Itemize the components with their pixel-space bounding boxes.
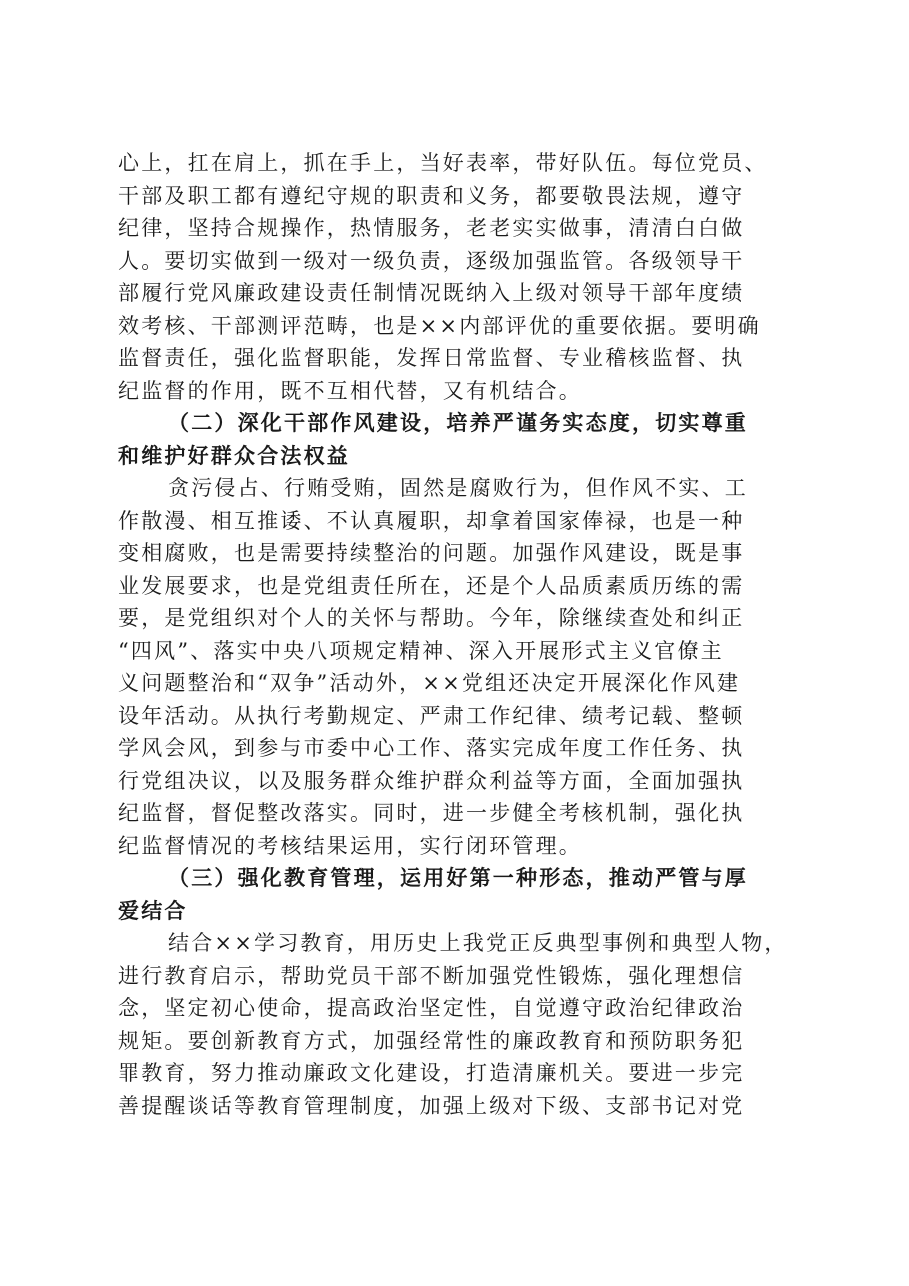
- paragraph-line: 义问题整治和“双争”活动外，××党组还决定开展深化作风建: [118, 671, 741, 695]
- paragraph-line: 设年活动。从执行考勤规定、严肃工作纪律、绩考记载、整顿: [118, 703, 745, 728]
- paragraph-line: 部履行党风廉政建设责任制情况既纳入上级对领导干部年度绩: [118, 281, 745, 305]
- paragraph-line: 罪教育，努力推动廉政文化建设，打造清廉机关。要进一步完: [118, 1061, 745, 1085]
- section-heading-line: （三）强化教育管理，运用好第一种形态，推动严管与厚: [168, 865, 748, 890]
- paragraph-line: 学风会风，到参与市委中心工作、落实完成年度工作任务、执: [118, 736, 745, 760]
- paragraph-line: 心上，扛在肩上，抓在手上，当好表率，带好队伍。每位党员、: [118, 151, 768, 175]
- paragraph-line: 规矩。要创新教育方式，加强经常性的廉政教育和预防职务犯: [118, 1028, 745, 1053]
- paragraph-line: 效考核、干部测评范畴，也是××内部评优的重要依据。要明确: [118, 313, 761, 338]
- paragraph-line: 业发展要求，也是党组责任所在，还是个人品质素质历练的需: [118, 573, 745, 598]
- document-body: [118, 147, 798, 1122]
- paragraph-line: 念，坚定初心使命，提高政治坚定性，自觉遵守政治纪律政治: [118, 996, 745, 1020]
- paragraph-line: 行党组决议，以及服务群众维护群众利益等方面，全面加强执: [118, 768, 745, 793]
- paragraph-line: 贪污侵占、行贿受贿，固然是腐败行为，但作风不实、工: [168, 476, 748, 500]
- paragraph-line: 纪监督的作用，既不互相代替，又有机结合。: [118, 378, 582, 403]
- paragraph-line: 变相腐败，也是需要持续整治的问题。加强作风建设，既是事: [118, 541, 745, 565]
- paragraph-line: 结合××学习教育，用历史上我党正反典型事例和典型人物，: [168, 931, 788, 955]
- paragraph-line: 监督责任，强化监督职能，发挥日常监督、专业稽核监督、执: [118, 346, 745, 370]
- paragraph-line: 纪律，坚持合规操作，热情服务，老老实实做事，清清白白做: [118, 216, 745, 240]
- section-heading-line: （二）深化干部作风建设，培养严谨务实态度，切实尊重: [168, 410, 748, 435]
- paragraph-line: “四风”、落实中央八项规定精神、深入开展形式主义官僚主: [118, 638, 724, 663]
- paragraph-line: 干部及职工都有遵纪守规的职责和义务，都要敬畏法规，遵守: [118, 183, 745, 208]
- paragraph-line: 纪监督情况的考核结果运用，实行闭环管理。: [118, 833, 582, 858]
- paragraph-line: 纪监督，督促整改落实。同时，进一步健全考核机制，强化执: [118, 801, 745, 825]
- section-heading-line: 爱结合: [118, 897, 188, 923]
- paragraph-line: 作散漫、相互推诿、不认真履职，却拿着国家俸禄，也是一种: [118, 508, 745, 533]
- paragraph-line: 善提醒谈话等教育管理制度，加强上级对下级、支部书记对党: [118, 1093, 745, 1118]
- paragraph-line: 人。要切实做到一级对一级负责，逐级加强监管。各级领导干: [118, 248, 745, 273]
- section-heading-line: 和维护好群众合法权益: [118, 442, 350, 468]
- paragraph-line: 要，是党组织对个人的关怀与帮助。今年，除继续查处和纠正: [118, 606, 745, 630]
- paragraph-line: 进行教育启示，帮助党员干部不断加强党性锻炼，强化理想信: [118, 963, 745, 988]
